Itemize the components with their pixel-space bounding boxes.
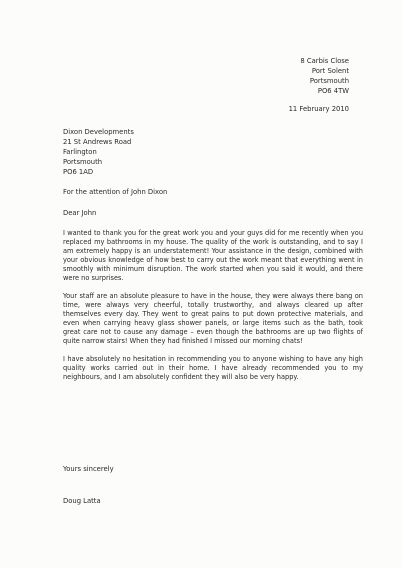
attention-line: For the attention of John Dixon [63, 188, 168, 196]
recipient-address-line: PO6 1AD [63, 168, 94, 176]
sender-address-line: Portsmouth [309, 77, 349, 85]
sender-address-line: Port Solent [311, 67, 349, 75]
body-paragraph: I wanted to thank you for the great work you and your guys did for me recently when you replaced my bathrooms in my house. The quality of the work is outstanding, and to say I am extremely happy is an understatement! Your assistance in the design, combined with your obvious knowledge of how best to carry out the work meant that everything went in smoothly with minimum disruption. The work started when you said it would, and there were no surprises. [63, 229, 363, 282]
recipient-address-line: 21 St Andrews Road [63, 138, 132, 146]
recipient-address-line: Portsmouth [63, 158, 103, 166]
recipient-address-line: Dixon Developments [63, 128, 134, 136]
sender-address-line: PO6 4TW [317, 87, 349, 95]
letter-body [63, 229, 363, 391]
signature-name: Doug Latta [63, 497, 101, 505]
recipient-address-line: Farlington [63, 148, 97, 156]
salutation: Dear John [63, 209, 97, 217]
sender-address [300, 56, 349, 96]
sender-address-line: 8 Carbis Close [300, 57, 349, 65]
body-paragraph: I have absolutely no hesitation in recommending you to anyone wishing to have any high quality works carried out in their home. I have already recommended you to my neighbours, and I am absolutely confident they will also be very happy. [63, 355, 363, 381]
letter-date: 11 February 2010 [288, 105, 349, 113]
closing: Yours sincerely [63, 465, 114, 473]
recipient-address [63, 127, 134, 177]
body-paragraph: Your staff are an absolute pleasure to have in the house, they were always there bang on time, were always very cheerful, totally trustworthy, and always cleared up after themselves every day. They went to great pains to put down protective materials, and even when carrying heavy glass shower panels, or large items such as the bath, took great care not to cause any damage – even though the bathrooms are up two flights of quite narrow stairs! When they had finished I missed our morning chats! [63, 292, 363, 345]
